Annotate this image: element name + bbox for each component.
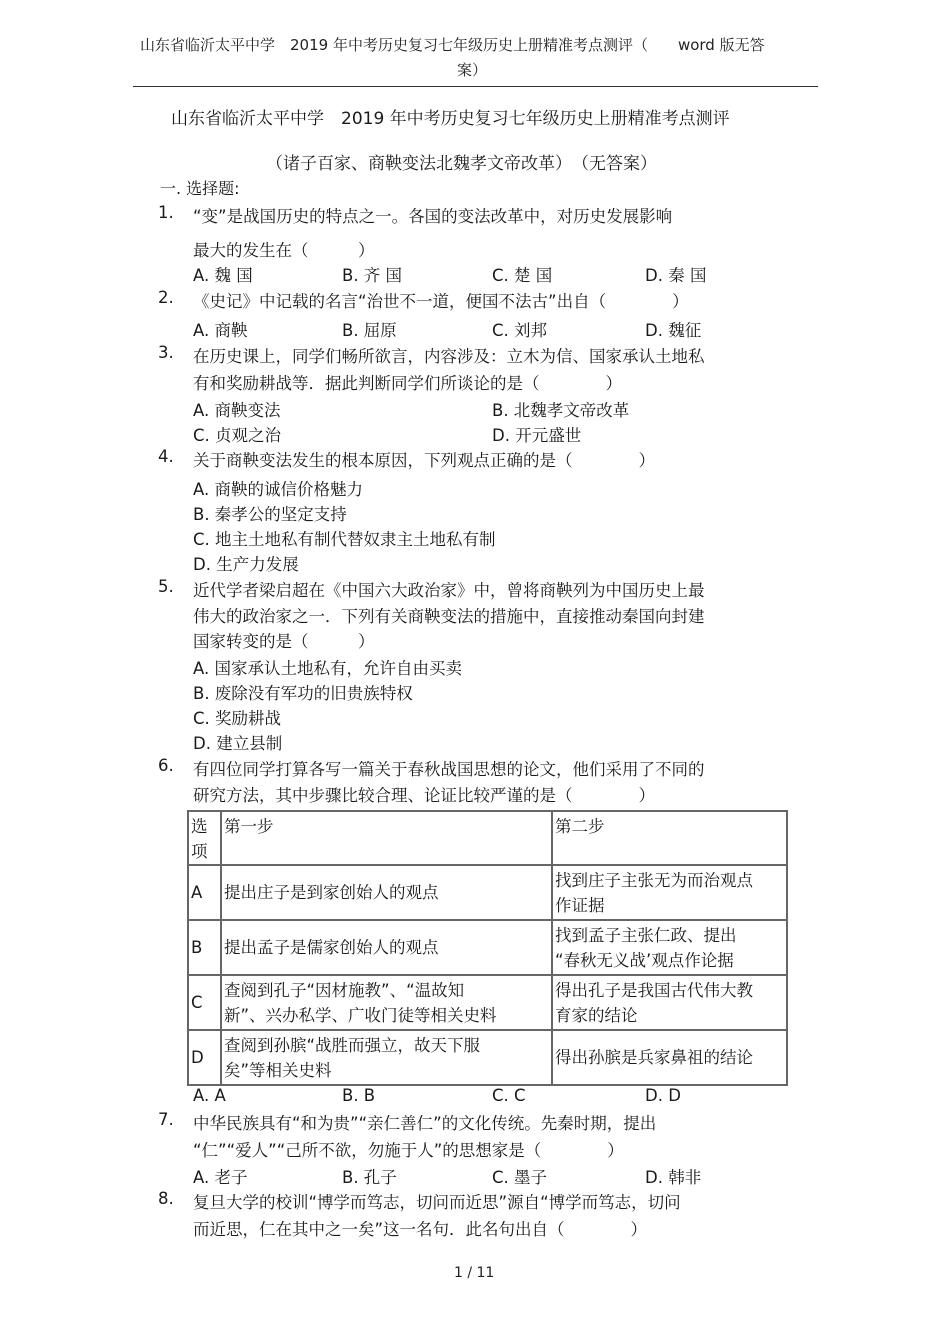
option-a: A. 国家承认土地私有，允许自由买卖 — [193, 659, 462, 678]
option-c: C. C — [492, 1086, 526, 1105]
option-a: A. 商鞅的诚信价格魅力 — [193, 480, 363, 499]
option-c: C. 地主土地私有制代替奴隶主土地私有制 — [193, 530, 496, 549]
option-c: C. 楚 国 — [492, 266, 553, 285]
question-number: 6. — [158, 756, 174, 775]
option-b: B. 屈原 — [342, 321, 397, 340]
table-cell: 查阅到孔子“因材施教”、“温故知 新”、兴办私学、广收门徒等相关史料 — [221, 975, 552, 1030]
option-d: D. 生产力发展 — [193, 555, 299, 574]
option-d: D. D — [645, 1086, 681, 1105]
table-row — [188, 920, 787, 975]
table-header-cell: 选项 — [188, 811, 221, 865]
page-header-line2: 案） — [457, 61, 488, 79]
question-text: 近代学者梁启超在《中国六大政治家》中，曾将商鞅列为中国历史上最 — [193, 581, 705, 600]
table-cell-option: B — [188, 920, 221, 975]
option-b: B. 废除没有军功的旧贵族特权 — [193, 684, 413, 703]
table-cell: 提出孟子是儒家创始人的观点 — [221, 920, 552, 975]
table-row — [188, 865, 787, 920]
question-text: 而近思，仁在其中之一矣”这一名句．此名句出自（ ） — [193, 1220, 648, 1239]
table-header-cell: 第二步 — [552, 811, 787, 865]
option-a: A. 商鞅 — [193, 321, 248, 340]
option-d: D. 秦 国 — [645, 266, 707, 285]
question-text: 最大的发生在（ ） — [193, 241, 375, 260]
option-a: A. 老子 — [193, 1168, 248, 1187]
question-number: 3. — [158, 343, 174, 362]
table-row — [188, 1030, 787, 1085]
table-cell: 查阅到孙膑“战胜而强立，故天下服 矣”等相关史料 — [221, 1030, 552, 1085]
page-header-line1: 山东省临沂太平中学 2019 年中考历史复习七年级历史上册精准考点测评（ word 版无答 — [140, 36, 765, 54]
option-a: A. 商鞅变法 — [193, 401, 281, 420]
question-text: 在历史课上，同学们畅所欲言，内容涉及：立木为信、国家承认土地私 — [193, 347, 705, 366]
page-number: 1 / 11 — [454, 1265, 495, 1281]
option-b: B. 北魏孝文帝改革 — [492, 401, 630, 420]
comparison-table — [187, 810, 788, 1086]
header-divider — [133, 86, 818, 87]
question-number: 1. — [158, 203, 174, 222]
option-b: B. B — [342, 1086, 376, 1105]
table-header-cell: 第一步 — [221, 811, 552, 865]
table-header-row — [188, 811, 787, 865]
table-cell-option: C — [188, 975, 221, 1030]
option-a: A. A — [193, 1086, 226, 1105]
table-cell: 找到孟子主张仁政、提出 “春秋无义战’观点作论据 — [552, 920, 787, 975]
question-text: 有和奖励耕战等．据此判断同学们所谈论的是（ ） — [193, 374, 622, 393]
question-text: 研究方法，其中步骤比较合理、论证比较严谨的是（ ） — [193, 786, 655, 805]
table-cell-option: D — [188, 1030, 221, 1085]
question-number: 4. — [158, 447, 174, 466]
table-cell: 得出孔子是我国古代伟大教 育家的结论 — [552, 975, 787, 1030]
table-cell: 提出庄子是到家创始人的观点 — [221, 865, 552, 920]
option-b: B. 孔子 — [342, 1168, 397, 1187]
question-text: 伟大的政治家之一．下列有关商鞅变法的措施中，直接推动秦国向封建 — [193, 607, 705, 626]
option-c: C. 贞观之治 — [193, 426, 282, 445]
option-b: B. 齐 国 — [342, 266, 403, 285]
question-text: 国家转变的是（ ） — [193, 632, 375, 651]
question-number: 2. — [158, 288, 174, 307]
question-number: 5. — [158, 577, 174, 596]
table-row — [188, 975, 787, 1030]
option-a: A. 魏 国 — [193, 266, 253, 285]
section-heading: 一. 选择题: — [160, 179, 240, 198]
doc-title: 山东省临沂太平中学 2019 年中考历史复习七年级历史上册精准考点测评 — [171, 109, 730, 129]
option-b: B. 秦孝公的坚定支持 — [193, 505, 347, 524]
option-d: D. 建立县制 — [193, 734, 283, 753]
doc-subtitle: （诸子百家、商鞅变法北魏孝文帝改革） （无答案） — [266, 154, 657, 174]
question-text: “仁”“爱人”“己所不欲，勿施于人”的思想家是（ ） — [193, 1141, 624, 1160]
table-cell-option: A — [188, 865, 221, 920]
option-c: C. 墨子 — [492, 1168, 548, 1187]
option-d: D. 开元盛世 — [492, 426, 582, 445]
question-number: 8. — [158, 1189, 174, 1208]
question-number: 7. — [158, 1110, 174, 1129]
option-c: C. 奖励耕战 — [193, 709, 282, 728]
question-text: 中华民族具有“和为贵”“亲仁善仁”的文化传统。先秦时期，提出 — [193, 1114, 657, 1133]
table-cell: 得出孙膑是兵家鼻祖的结论 — [552, 1030, 787, 1085]
question-text: 有四位同学打算各写一篇关于春秋战国思想的论文，他们采用了不同的 — [193, 760, 705, 779]
option-c: C. 刘邦 — [492, 321, 548, 340]
question-text: “变”是战国历史的特点之一。各国的变法改革中，对历史发展影响 — [193, 207, 673, 226]
question-text: 关于商鞅变法发生的根本原因，下列观点正确的是（ ） — [193, 451, 655, 470]
option-d: D. 魏征 — [645, 321, 702, 340]
table-cell: 找到庄子主张无为而治观点 作证据 — [552, 865, 787, 920]
question-text: 《史记》中记载的名言“治世不一道，便国不法古”出自（ ） — [193, 292, 689, 311]
question-text: 复旦大学的校训“博学而笃志，切问而近思”源自“博学而笃志，切问 — [193, 1193, 681, 1212]
option-d: D. 韩非 — [645, 1168, 702, 1187]
